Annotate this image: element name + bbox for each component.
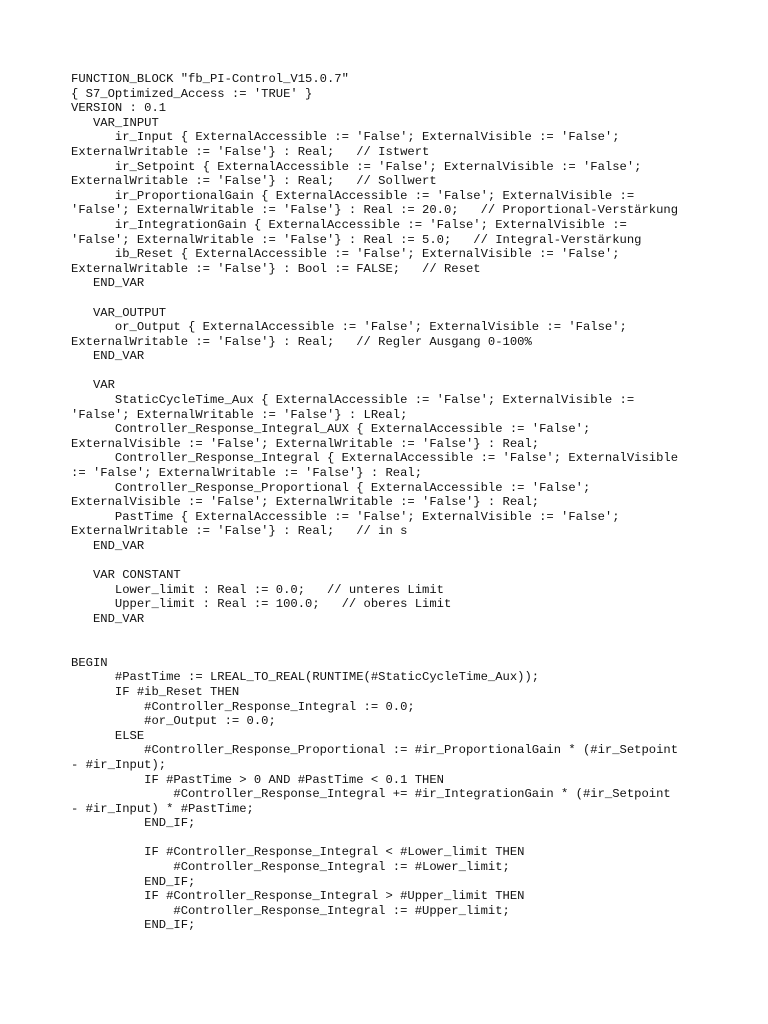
code-line: VAR_OUTPUT xyxy=(71,305,167,320)
code-line: END_IF; xyxy=(71,816,196,831)
code-line: 'False'; ExternalWritable := 'False'} : Real := 5.0; // Integral-Verstärkung xyxy=(71,232,642,247)
code-line: VAR CONSTANT xyxy=(71,568,181,583)
code-line: Lower_limit : Real := 0.0; // unteres Limit xyxy=(71,582,444,597)
code-line: PastTime { ExternalAccessible := 'False'; ExternalVisible := 'False'; xyxy=(71,509,620,524)
code-line xyxy=(71,641,751,656)
code-line: VAR xyxy=(71,378,115,393)
code-line: END_VAR xyxy=(71,276,145,291)
code-line: := 'False'; ExternalWritable := 'False'} : Real; xyxy=(71,466,423,481)
code-line: 'False'; ExternalWritable := 'False'} : Real := 20.0; // Proportional-Verstärkung xyxy=(71,203,679,218)
code-line xyxy=(71,831,751,846)
code-line: ir_ProportionalGain { ExternalAccessible := 'False'; ExternalVisible := xyxy=(71,188,635,203)
code-line: ir_IntegrationGain { ExternalAccessible := 'False'; ExternalVisible := xyxy=(71,217,627,232)
code-line: #Controller_Response_Integral += #ir_IntegrationGain * (#ir_Setpoint xyxy=(71,787,671,802)
code-line: or_Output { ExternalAccessible := 'False'; ExternalVisible := 'False'; xyxy=(71,320,627,335)
code-line xyxy=(71,554,751,569)
code-line: ExternalWritable := 'False'} : Real; // Regler Ausgang 0-100% xyxy=(71,334,532,349)
code-line: END_VAR xyxy=(71,611,145,626)
code-line xyxy=(71,364,751,379)
code-line: ExternalWritable := 'False'} : Real; // in s xyxy=(71,524,408,539)
code-line: #Controller_Response_Integral := 0.0; xyxy=(71,699,415,714)
code-line: ELSE xyxy=(71,728,145,743)
code-line: #or_Output := 0.0; xyxy=(71,714,276,729)
code-line: Controller_Response_Integral_AUX { ExternalAccessible := 'False'; xyxy=(71,422,591,437)
code-line: Controller_Response_Proportional { ExternalAccessible := 'False'; xyxy=(71,480,591,495)
code-line: ir_Input { ExternalAccessible := 'False'; ExternalVisible := 'False'; xyxy=(71,130,620,145)
code-line: END_IF; xyxy=(71,918,196,933)
code-line: Controller_Response_Integral { ExternalAccessible := 'False'; ExternalVisible xyxy=(71,451,679,466)
code-line: #Controller_Response_Proportional := #ir_ProportionalGain * (#ir_Setpoint xyxy=(71,743,679,758)
code-line: StaticCycleTime_Aux { ExternalAccessible := 'False'; ExternalVisible := xyxy=(71,393,635,408)
code-line: - #ir_Input); xyxy=(71,757,167,772)
code-line: IF #Controller_Response_Integral > #Upper_limit THEN xyxy=(71,889,525,904)
code-line: Upper_limit : Real := 100.0; // oberes Limit xyxy=(71,597,452,612)
code-line: IF #ib_Reset THEN xyxy=(71,684,240,699)
code-line: ExternalWritable := 'False'} : Real; // Istwert xyxy=(71,144,430,159)
code-line: ExternalVisible := 'False'; ExternalWritable := 'False'} : Real; xyxy=(71,436,540,451)
code-line: ExternalWritable := 'False'} : Bool := FALSE; // Reset xyxy=(71,261,481,276)
code-line: END_IF; xyxy=(71,874,196,889)
code-line: VERSION : 0.1 xyxy=(71,101,167,116)
code-line: ib_Reset { ExternalAccessible := 'False'; ExternalVisible := 'False'; xyxy=(71,247,620,262)
code-line: 'False'; ExternalWritable := 'False'} : LReal; xyxy=(71,407,408,422)
code-line: ir_Setpoint { ExternalAccessible := 'False'; ExternalVisible := 'False'; xyxy=(71,159,642,174)
code-line: END_VAR xyxy=(71,539,145,553)
code-line: #Controller_Response_Integral := #Lower_limit; xyxy=(71,860,510,875)
code-line: ExternalVisible := 'False'; ExternalWritable := 'False'} : Real; xyxy=(71,495,540,510)
code-line xyxy=(71,627,751,642)
code-line: { S7_Optimized_Access := 'TRUE' } xyxy=(71,86,313,101)
code-listing xyxy=(71,72,751,933)
code-line: END_VAR xyxy=(71,349,145,364)
code-line: #PastTime := LREAL_TO_REAL(RUNTIME(#StaticCycleTime_Aux)); xyxy=(71,670,540,685)
code-line: FUNCTION_BLOCK "fb_PI-Control_V15.0.7" xyxy=(71,72,349,86)
code-line: VAR_INPUT xyxy=(71,115,159,130)
code-line xyxy=(71,291,751,306)
code-line: BEGIN xyxy=(71,655,108,670)
code-line: - #ir_Input) * #PastTime; xyxy=(71,801,254,816)
code-line: #Controller_Response_Integral := #Upper_limit; xyxy=(71,903,510,918)
code-line: IF #Controller_Response_Integral < #Lower_limit THEN xyxy=(71,845,525,860)
code-line: ExternalWritable := 'False'} : Real; // Sollwert xyxy=(71,174,437,189)
code-line: IF #PastTime > 0 AND #PastTime < 0.1 THEN xyxy=(71,772,444,787)
